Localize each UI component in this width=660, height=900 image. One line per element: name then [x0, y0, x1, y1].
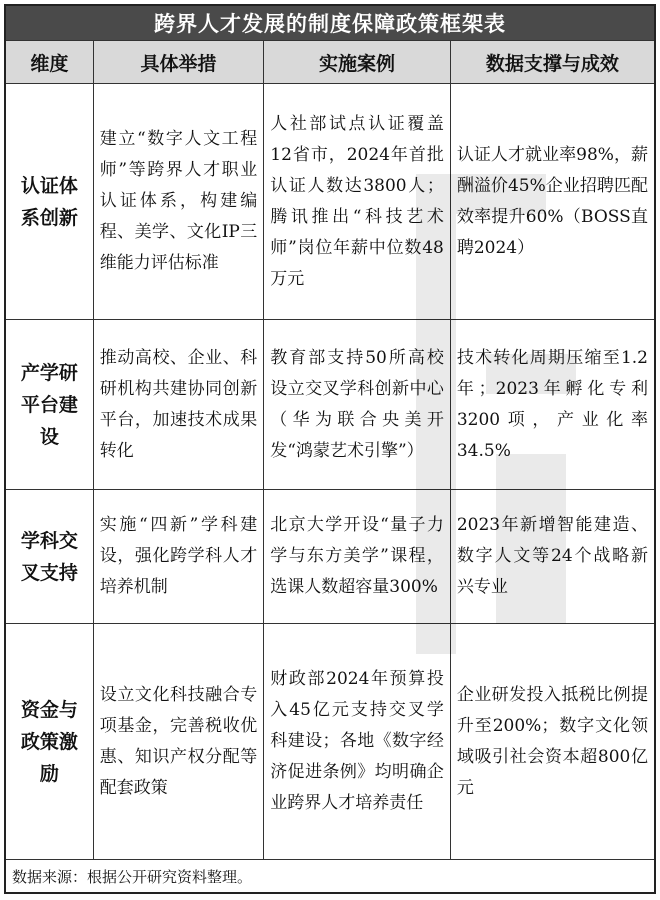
header-data: 数据支撑与成效 — [450, 41, 655, 84]
table-row — [5, 490, 655, 624]
table-row — [5, 624, 655, 860]
row-data: 认证人才就业率98%，薪酬溢价45%企业招聘匹配效率提升60%（BOSS直聘2024） — [450, 84, 655, 320]
row-cases: 教育部支持50所高校设立交叉学科创新中心（华为联合央美开发“鸿蒙艺术引擎”） — [264, 320, 451, 490]
row-dimension: 认证体系创新 — [5, 84, 93, 320]
row-cases: 财政部2024年预算投入45亿元支持交叉学科建设；各地《数字经济促进条例》均明确企业跨界人才培养责任 — [264, 624, 451, 860]
policy-table-page — [4, 4, 656, 896]
header-cases: 实施案例 — [264, 41, 451, 84]
row-cases: 北京大学开设“量子力学与东方美学”课程，选课人数超容量300% — [264, 490, 451, 624]
row-measures: 建立“数字人文工程师”等跨界人才职业认证体系，构建编程、美学、文化IP三维能力评估标准 — [93, 84, 264, 320]
table-title: 跨界人才发展的制度保障政策框架表 — [5, 5, 655, 41]
row-data: 2023年新增智能建造、数字人文等24个战略新兴专业 — [450, 490, 655, 624]
header-dimension: 维度 — [5, 41, 93, 84]
policy-framework-table — [4, 4, 656, 894]
row-measures: 推动高校、企业、科研机构共建协同创新平台，加速技术成果转化 — [93, 320, 264, 490]
row-dimension: 产学研平台建设 — [5, 320, 93, 490]
row-cases: 人社部试点认证覆盖12省市，2024年首批认证人数达3800人；腾讯推出“科技艺术师”岗位年薪中位数48万元 — [264, 84, 451, 320]
row-measures: 实施“四新”学科建设，强化跨学科人才培养机制 — [93, 490, 264, 624]
row-dimension: 资金与政策激励 — [5, 624, 93, 860]
table-row — [5, 320, 655, 490]
row-data: 企业研发投入抵税比例提升至200%；数字文化领域吸引社会资本超800亿元 — [450, 624, 655, 860]
row-data: 技术转化周期压缩至1.2年；2023年孵化专利3200项，产业化率34.5% — [450, 320, 655, 490]
row-measures: 设立文化科技融合专项基金，完善税收优惠、知识产权分配等配套政策 — [93, 624, 264, 860]
header-measures: 具体举措 — [93, 41, 264, 84]
row-dimension: 学科交叉支持 — [5, 490, 93, 624]
table-row — [5, 84, 655, 320]
data-source-note: 数据来源：根据公开研究资料整理。 — [5, 860, 655, 894]
